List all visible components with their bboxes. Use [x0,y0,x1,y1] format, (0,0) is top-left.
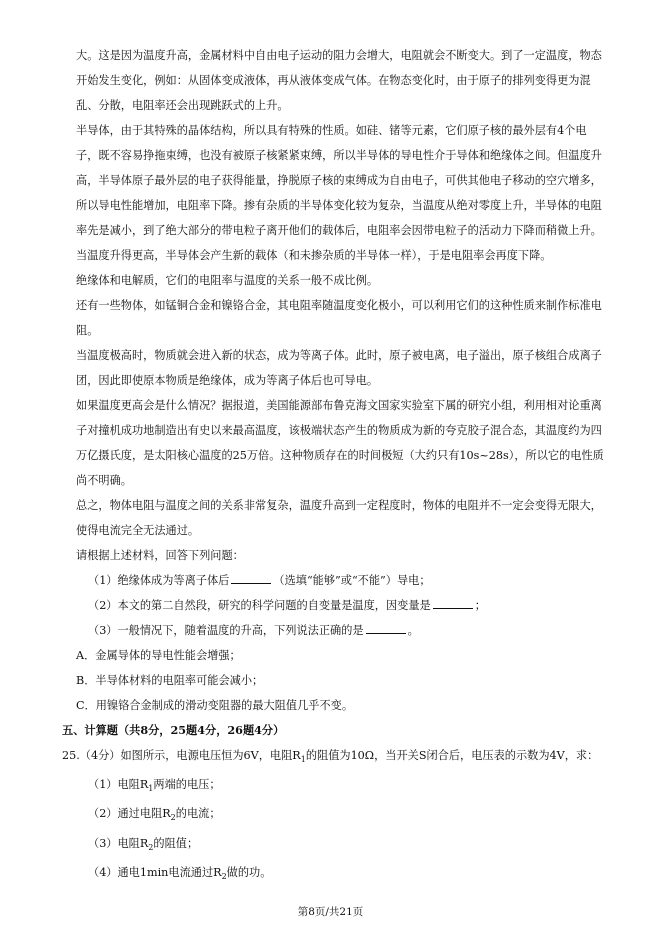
question-instruction: 请根据上述材料，回答下列问题： [76,549,244,562]
question-25-item: （4）通电1min电流通过$R_2$做的功。 [88,865,272,882]
document-body [62,43,608,889]
option-a: A．金属导体的导电性能会增强； [76,649,241,662]
page-number: 第8页/共21页 [297,906,364,918]
question-25-item: （3）电阻$R_2$的阻值； [88,836,199,852]
question-25-item: （1）电阻$R_1$两端的电压； [88,778,221,794]
paragraph-metal: 大。这是因为温度升高，金属材料中自由电子运动的阻力会增大，电阻就会不断变大。到了一定温度，物态开始发生变化，例如：从固体变成液体，再从液体变成气体。在物态变化时，由于原子的排列变得更为混乱、分散，电阻率还会出现跳跃式的上升。 [76,49,602,112]
option-b: B．半导体材料的电阻率可能会减小； [76,674,264,687]
answer-blank [231,571,271,584]
paragraph-insulator: 绝缘体和电解质，它们的电阻率与温度的关系一般不成比例。 [76,274,379,287]
question-25-item: （2）通过电阻$R_2$的电流； [88,807,221,823]
paragraph-semiconductor: 半导体，由于其特殊的晶体结构，所以具有特殊的性质。如硅、锗等元素，它们原子核的最外层有4个电子，既不容易挣拖束缚，也没有被原子核紧紧束缚，所以半导体的导电性介于导体和绝缘体之间。但温度升高，半导体原子最外层的电子获得能量，挣脱原子核的束缚成为自由电子，可供其他电子移动的空穴增多，所以导电性能增加，电阻率下降。掺有杂质的半导体变化较为复杂，当温度从绝对零度上升，半导体的电阻率先是减小，到了绝大部分的带电粒子离开他们的载体后，电阻率会因带电粒子的活动力下降而稍微上升。当温度升得更高，半导体会产生新的载体（和未掺杂质的半导体一样），于是电阻率会再度下降。 [76,124,602,262]
paragraph-extreme-temperature: 如果温度更高会是什么情况？据报道，美国能源部布鲁克海文国家实验室下属的研究小组，利用相对论重离子对撞机成功地制造出有史以来最高温度，该极端状态产生的物质成为新的夸克胶子混合态，其温度约为四万亿摄氏度，是太阳核心温度的25万倍。这种物质存在的时间极短（大约只有10s~28s），所以它的电性质尚不明确。 [76,399,604,487]
question-3: （3）一般情况下，随着温度的升高，下列说法正确的是 。 [76,618,608,643]
answer-blank [366,621,406,634]
paragraph-plasma: 当温度极高时，物质就会进入新的状态，成为等离子体。此时，原子被电离，电子溢出，原子核组合成离子团，因此即使原本物质是绝缘体，成为等离子体后也可导电。 [76,349,602,387]
section-heading: 五、计算题（共8分，25题4分，26题4分） [62,723,285,737]
question-1: （1）绝缘体成为等离子体后 （选填“能够”或“不能”）导电； [76,568,608,593]
option-c: C．用镍铬合金制成的滑动变阻器的最大阻值几乎不变。 [76,699,354,712]
paragraph-alloy: 还有一些物体，如锰铜合金和镍铬合金，其电阻率随温度变化极小，可以利用它们的这种性质来制作标准电阻。 [76,299,602,337]
question-25: 25.（4分）如图所示，电源电压恒为6V，电阻$R_1$的阻值为10Ω，当开关S闭合后，电压表的示数为4V，求： [62,749,599,765]
answer-blank [433,596,473,609]
paragraph-summary: 总之，物体电阻与温度之间的关系非常复杂，温度升高到一定程度时，物体的电阻并不一定会变得无限大，使得电流完全无法通过。 [76,499,602,537]
question-2: （2）本文的第二自然段，研究的科学问题的自变量是温度，因变量是 ； [76,593,608,618]
